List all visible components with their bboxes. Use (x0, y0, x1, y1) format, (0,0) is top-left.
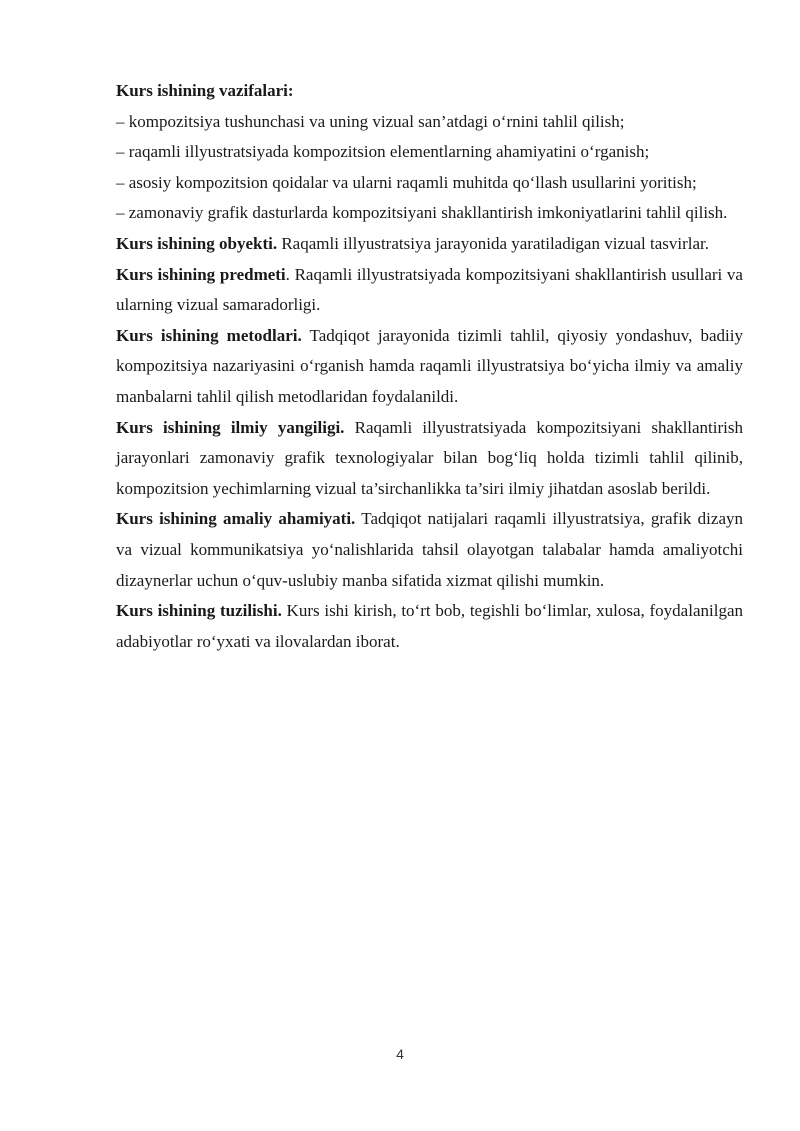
task-item: – asosiy kompozitsion qoidalar va ularni raqamli muhitda qo‘llash usullarini yoritish; (116, 172, 697, 192)
task-item: – zamonaviy grafik dasturlarda kompozitsiyani shakllantirish imkoniyatlarini tahlil qilish. (116, 203, 728, 223)
object-text: Raqamli illyustratsiya jarayonida yaratiladigan vizual tasvirlar. (277, 233, 710, 253)
practical-text: Tadqiqot natijalari raqamli illyustratsiya, grafik dizayn va vizual kommunikatsiya yo‘nalishlarida tahsil olayotgan talabalar hamda amaliyotchi dizaynerlar uchun o‘quv-uslubiy manba sifatida xizmat qilishi mumkin. (116, 509, 743, 590)
novelty-text: Raqamli illyustratsiyada kompozitsiyani shakllantirish jarayonlari zamonaviy grafik texnologiyalar bilan bog‘liq holda tizimli tahlil qilinib, kompozitsion yechimlarning vizual ta’sirchanlikka ta’siri ilmiy jihatdan asoslab berildi. (116, 417, 744, 498)
page-body (116, 76, 743, 657)
novelty-label: Kurs ishining ilmiy yangiligi. (116, 417, 345, 437)
subject-paragraph (116, 260, 743, 321)
subject-label: Kurs ishining predmeti (116, 264, 286, 284)
methods-paragraph (116, 321, 743, 413)
task-item: – kompozitsiya tushunchasi va uning vizual san’atdagi o‘rnini tahlil qilish; (116, 111, 625, 131)
practical-paragraph (116, 504, 743, 596)
structure-label: Kurs ishining tuzilishi. (116, 601, 282, 621)
methods-label: Kurs ishining metodlari. (116, 325, 302, 345)
object-label: Kurs ishining obyekti. (116, 233, 278, 253)
practical-label: Kurs ishining amaliy ahamiyati. (116, 509, 356, 529)
novelty-paragraph (116, 413, 743, 505)
structure-paragraph (116, 596, 743, 657)
object-paragraph (116, 229, 743, 260)
page-number: 4 (396, 1046, 404, 1062)
structure-text: Kurs ishi kirish, to‘rt bob, tegishli bo‘limlar, xulosa, foydalanilgan adabiyotlar ro‘yxati va ilovalardan iborat. (116, 601, 743, 651)
methods-text: Tadqiqot jarayonida tizimli tahlil, qiyosiy yondashuv, badiiy kompozitsiya nazariyasini o‘rganish hamda raqamli illyustratsiya bo‘yicha ilmiy va amaliy manbalarni tahlil qilish metodlaridan foydalanildi. (116, 325, 743, 406)
task-item: – raqamli illyustratsiyada kompozitsion elementlarning ahamiyatini o‘rganish; (116, 142, 650, 162)
tasks-heading: Kurs ishining vazifalari: (116, 81, 294, 100)
subject-text: . Raqamli illyustratsiyada kompozitsiyani shakllantirish usullari va ularning vizual samaradorligi. (116, 264, 743, 315)
